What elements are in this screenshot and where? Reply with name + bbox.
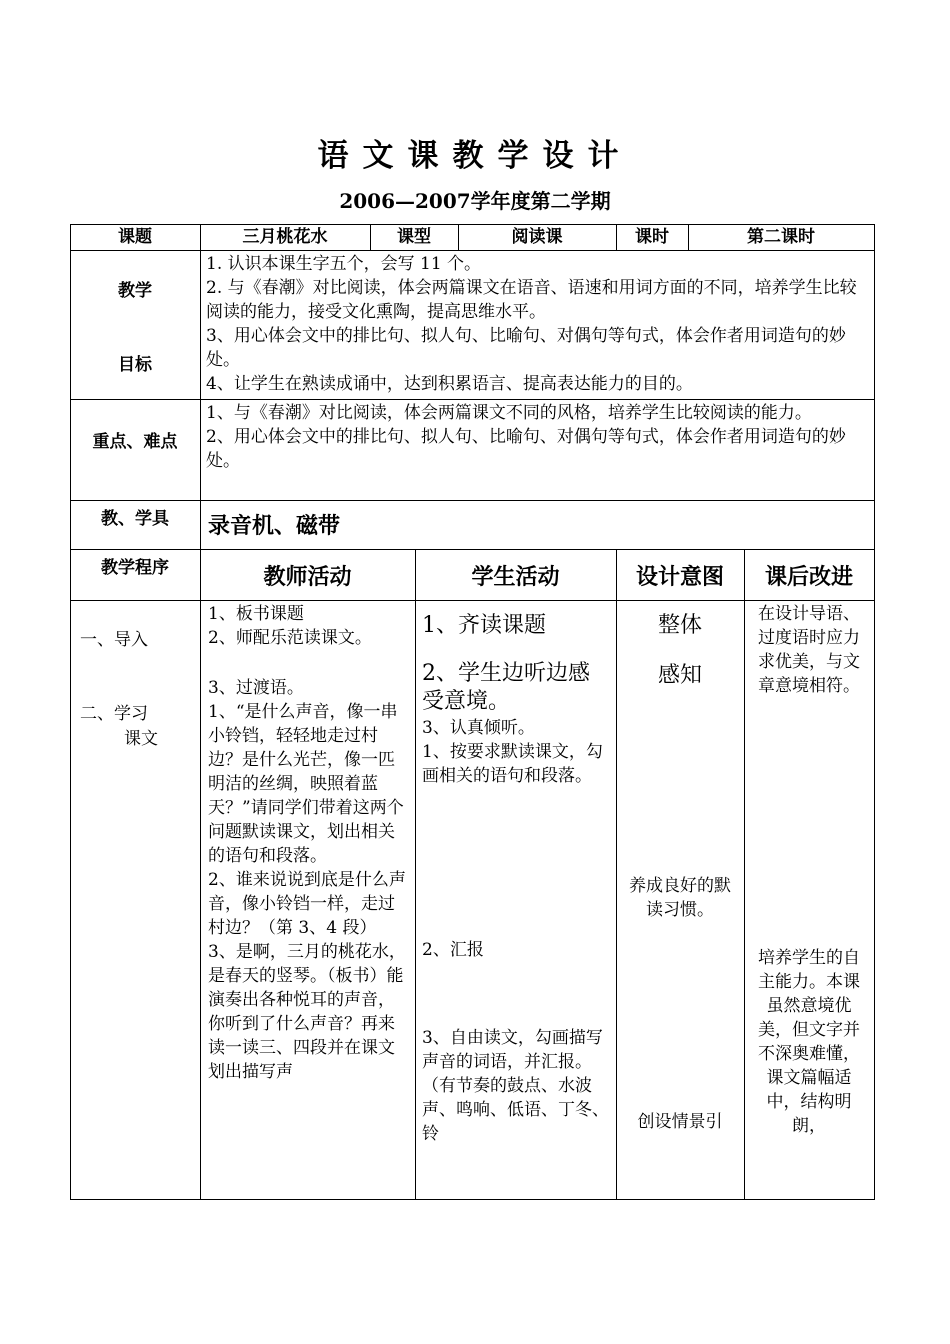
type-label: 课型: [397, 227, 431, 247]
key-point-item: 1、与《春潮》对比阅读，体会两篇课文不同的风格，培养学生比较阅读的能力。: [206, 403, 812, 423]
procedure-label: 教学程序: [101, 558, 169, 578]
improvement-header: 课后改进: [764, 564, 853, 590]
lesson-plan-table: [70, 224, 875, 1200]
intent-item: 感知: [657, 663, 702, 688]
type-value: 阅读课: [511, 227, 563, 247]
step-intro: 一、导入: [80, 630, 148, 650]
teacher-step: 2、师配乐范读课文。: [208, 628, 372, 648]
period-value: 第二课时: [747, 227, 815, 247]
student-step: 3、认真倾听。: [422, 718, 535, 738]
teacher-step: 3、是啊，三月的桃花水，是春天的竖琴。（板书）能演奏出各种悦耳的声音，你听到了什么声音？再来读一读三、四段并在课文划出描写声: [208, 942, 406, 1082]
goals-label-top: 教学: [118, 281, 152, 301]
goal-item: 3、用心体会文中的排比句、拟人句、比喻句、对偶句等句式，体会作者用词造句的妙处。: [206, 326, 846, 370]
teacher-activity-header: 教师活动: [263, 564, 352, 590]
topic-label: 课题: [118, 227, 152, 247]
goal-item: 2. 与《春潮》对比阅读，体会两篇课文在语音、语速和用词方面的不同，培养学生比较阅读的能力，接受文化熏陶，提高思维水平。: [206, 278, 857, 322]
goal-item: 1. 认识本课生字五个，会写 11 个。: [206, 254, 482, 274]
tools-label: 教、学具: [101, 509, 169, 529]
page-title: 语文课教学设计: [317, 138, 633, 174]
teacher-step: 3、过渡语。: [208, 678, 304, 698]
design-intent-header: 设计意图: [635, 564, 724, 590]
improve-item: 培养学生的自主能力。本课虽然意境优美，但文字并不深奥难懂，课文篇幅适中，结构明朗，: [758, 948, 860, 1136]
improve-item: 在设计导语、过度语时应力求优美，与文章意境相符。: [758, 604, 860, 696]
key-point-item: 2、用心体会文中的排比句、拟人句、比喻句、对偶句等句式，体会作者用词造句的妙处。: [206, 427, 846, 471]
goals-list: [206, 252, 870, 396]
tools-value: 录音机、磁带: [208, 513, 341, 539]
key-points-label: 重点、难点: [92, 432, 178, 452]
student-step: 1、齐读课题: [422, 613, 546, 638]
student-step: 2、学生边听边感受意境。: [422, 661, 590, 714]
design-intent: [622, 612, 738, 1134]
intent-item: 创设情景引: [637, 1112, 723, 1132]
teacher-activity: [208, 602, 408, 1084]
student-step: 2、汇报: [422, 940, 484, 960]
goal-item: 4、让学生在熟读成诵中，达到积累语言、提高表达能力的目的。: [206, 374, 693, 394]
key-points-list: [206, 401, 870, 473]
student-activity-header: 学生活动: [471, 564, 560, 590]
goals-label-bottom: 目标: [118, 355, 152, 375]
period-label: 课时: [635, 227, 669, 247]
improvements: [750, 602, 868, 1138]
student-step: 3、自由读文，勾画描写声音的词语，并汇报。（有节奏的鼓点、水波声、鸣响、低语、丁冬、铃: [422, 1028, 609, 1144]
topic-value: 三月桃花水: [242, 227, 328, 247]
student-step: 1、按要求默读课文，勾画相关的语句和段落。: [422, 742, 603, 786]
student-activity: [422, 612, 610, 1146]
step-learn-cont: 课文: [124, 729, 158, 749]
term-subtitle: 2006—2007学年度第二学期: [339, 189, 611, 213]
teacher-step: 1、板书课题: [208, 604, 304, 624]
intent-item: 整体: [657, 613, 702, 638]
teacher-step: 2、谁来说说到底是什么声音，像小铃铛一样，走过村边？（第 3、4 段）: [208, 870, 406, 938]
step-learn: 二、学习: [80, 704, 148, 724]
intent-item: 养成良好的默读习惯。: [629, 876, 731, 920]
teacher-step: 1、“是什么声音，像一串小铃铛，轻轻地走过村边？是什么光芒，像一匹明洁的丝绸，映照着蓝天？”请同学们带着这两个问题默读课文，划出相关的语句和段落。: [208, 702, 404, 866]
